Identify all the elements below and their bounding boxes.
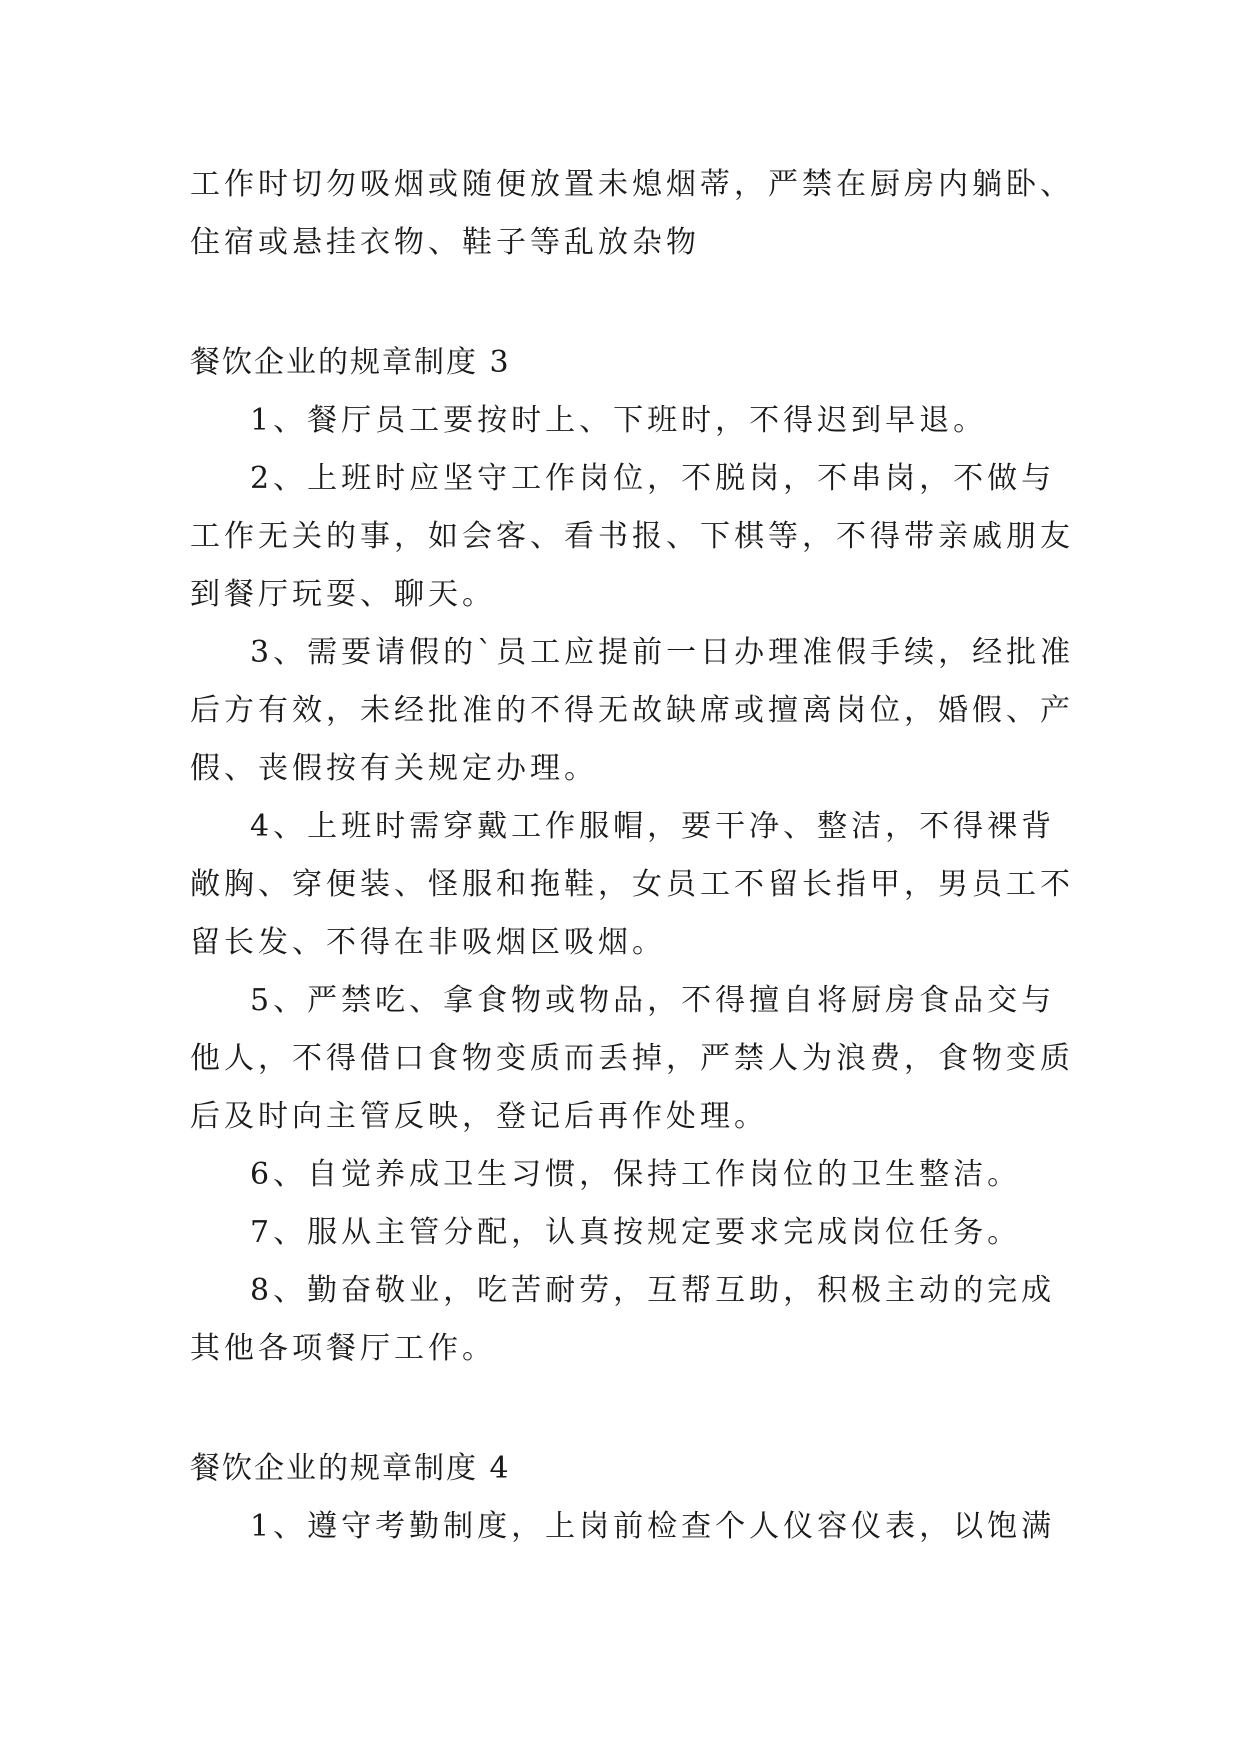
paragraph-line: 假、丧假按有关规定办理。 bbox=[190, 751, 598, 786]
rule-item-6: 6、自觉养成卫生习惯，保持工作岗位的卫生整洁。 bbox=[250, 1157, 1022, 1192]
paragraph-line: 住宿或悬挂衣物、鞋子等乱放杂物 bbox=[190, 225, 700, 260]
rule-item-1: 1、遵守考勤制度，上岗前检查个人仪容仪表，以饱满 bbox=[250, 1509, 1056, 1544]
rule-item-3: 3、需要请假的`员工应提前一日办理准假手续，经批准 bbox=[250, 635, 1075, 670]
paragraph-line: 留长发、不得在非吸烟区吸烟。 bbox=[190, 925, 666, 960]
paragraph-line: 到餐厅玩耍、聊天。 bbox=[190, 577, 496, 612]
rule-item-1: 1、餐厅员工要按时上、下班时，不得迟到早退。 bbox=[250, 403, 988, 438]
rule-item-8: 8、勤奋敬业，吃苦耐劳，互帮互助，积极主动的完成 bbox=[250, 1273, 1056, 1308]
paragraph-line: 敞胸、穿便装、怪服和拖鞋，女员工不留长指甲，男员工不 bbox=[190, 867, 1074, 902]
paragraph-line: 工作无关的事，如会客、看书报、下棋等，不得带亲戚朋友 bbox=[190, 519, 1074, 554]
rule-item-4: 4、上班时需穿戴工作服帽，要干净、整洁，不得裸背 bbox=[250, 809, 1056, 844]
paragraph-line: 后方有效，未经批准的不得无故缺席或擅离岗位，婚假、产 bbox=[190, 693, 1074, 728]
paragraph-line: 他人，不得借口食物变质而丢掉，严禁人为浪费，食物变质 bbox=[190, 1041, 1074, 1076]
paragraph-line: 后及时向主管反映，登记后再作处理。 bbox=[190, 1099, 768, 1134]
rule-item-5: 5、严禁吃、拿食物或物品，不得擅自将厨房食品交与 bbox=[250, 983, 1056, 1018]
rule-item-7: 7、服从主管分配，认真按规定要求完成岗位任务。 bbox=[250, 1215, 1022, 1250]
paragraph-line: 其他各项餐厅工作。 bbox=[190, 1331, 496, 1366]
paragraph-line: 工作时切勿吸烟或随便放置未熄烟蒂，严禁在厨房内躺卧、 bbox=[190, 167, 1074, 202]
section-heading-3: 餐饮企业的规章制度 3 bbox=[190, 345, 511, 380]
rule-item-2: 2、上班时应坚守工作岗位，不脱岗，不串岗，不做与 bbox=[250, 461, 1056, 496]
section-heading-4: 餐饮企业的规章制度 4 bbox=[190, 1451, 511, 1486]
